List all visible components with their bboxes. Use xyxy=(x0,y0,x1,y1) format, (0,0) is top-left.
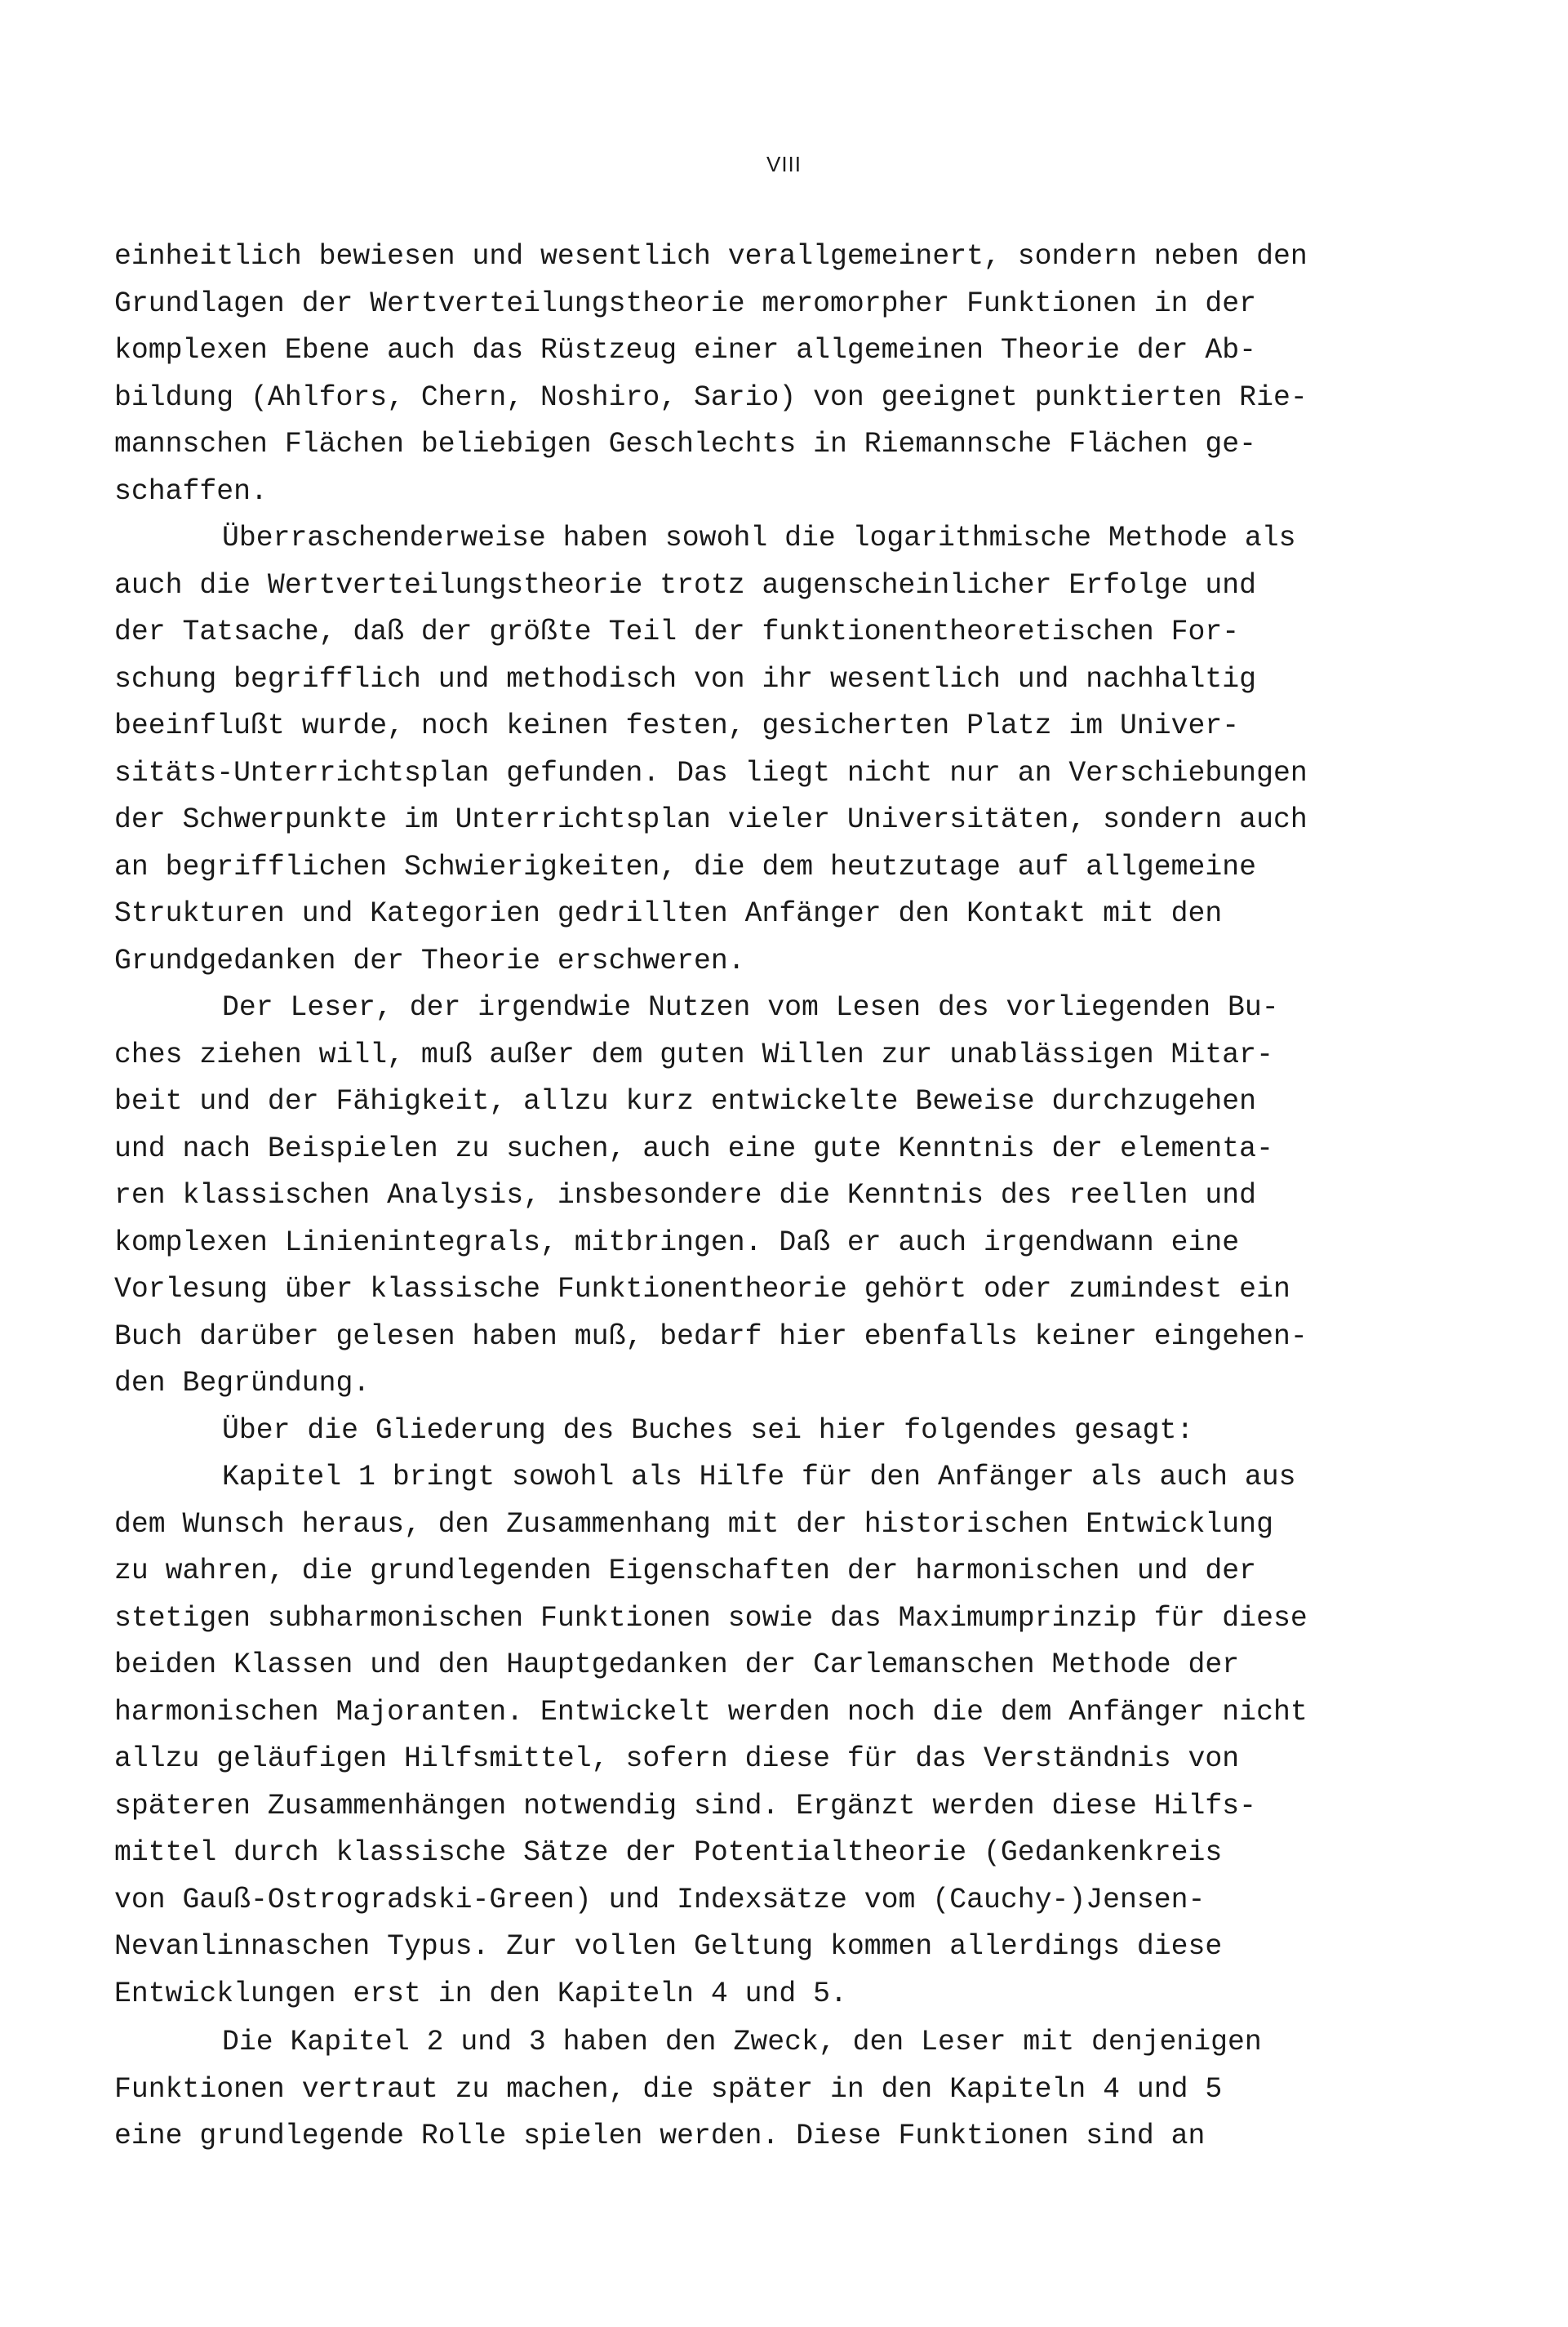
text-line: Entwicklungen erst in den Kapiteln 4 und 5. xyxy=(114,1978,847,2010)
text-line: einheitlich bewiesen und wesentlich verallgemeinert, sondern neben den xyxy=(114,241,1308,273)
paragraph-first-line: Überraschenderweise haben sowohl die logarithmische Methode als xyxy=(222,523,1296,554)
page-number: VIII xyxy=(766,152,802,176)
text-line: späteren Zusammenhängen notwendig sind. Ergänzt werden diese Hilfs- xyxy=(114,1790,1257,1822)
text-line: komplexen Linienintegrals, mitbringen. Daß er auch irgendwann eine xyxy=(114,1226,1240,1259)
text-line: mannschen Flächen beliebigen Geschlechts in Riemannsche Flächen ge- xyxy=(114,429,1257,461)
text-line: harmonischen Majoranten. Entwickelt werden noch die dem Anfänger nicht xyxy=(114,1696,1308,1729)
text-line: stetigen subharmonischen Funktionen sowie das Maximumprinzip für diese xyxy=(114,1602,1308,1635)
text-line: allzu geläufigen Hilfsmittel, sofern diese für das Verständnis von xyxy=(114,1743,1240,1775)
text-line: Vorlesung über klassische Funktionentheorie gehört oder zumindest ein xyxy=(114,1274,1290,1306)
text-line: komplexen Ebene auch das Rüstzeug einer allgemeinen Theorie der Ab- xyxy=(114,335,1257,367)
text-line: Grundgedanken der Theorie erschweren. xyxy=(114,945,745,977)
text-line: mittel durch klassische Sätze der Potentialtheorie (Gedankenkreis xyxy=(114,1837,1223,1869)
text-line: an begrifflichen Schwierigkeiten, die dem heutzutage auf allgemeine xyxy=(114,851,1257,883)
text-line: zu wahren, die grundlegenden Eigenschaften der harmonischen und der xyxy=(114,1555,1257,1587)
text-line: der Tatsache, daß der größte Teil der funktionentheoretischen For- xyxy=(114,616,1240,648)
text-line: schung begrifflich und methodisch von ihr wesentlich und nachhaltig xyxy=(114,663,1257,696)
paragraph-first-line: Über die Gliederung des Buches sei hier folgendes gesagt: xyxy=(222,1414,1194,1447)
text-line: und nach Beispielen zu suchen, auch eine gute Kenntnis der elementa- xyxy=(114,1132,1273,1165)
text-line: ches ziehen will, muß außer dem guten Willen zur unablässigen Mitar- xyxy=(114,1039,1273,1071)
text-line: beeinflußt wurde, noch keinen festen, gesicherten Platz im Univer- xyxy=(114,710,1240,742)
text-line: sitäts-Unterrichtsplan gefunden. Das liegt nicht nur an Verschiebungen xyxy=(114,757,1308,790)
text-line: bildung (Ahlfors, Chern, Noshiro, Sario) von geeignet punktierten Rie- xyxy=(114,381,1308,414)
paragraph-first-line: Der Leser, der irgendwie Nutzen vom Lesen des vorliegenden Bu- xyxy=(222,992,1279,1024)
text-line: Funktionen vertraut zu machen, die später in den Kapiteln 4 und 5 xyxy=(114,2073,1223,2106)
text-line: auch die Wertverteilungstheorie trotz augenscheinlicher Erfolge und xyxy=(114,569,1257,602)
text-line: dem Wunsch heraus, den Zusammenhang mit der historischen Entwicklung xyxy=(114,1508,1273,1541)
paragraph-first-line: Die Kapitel 2 und 3 haben den Zweck, den Leser mit denjenigen xyxy=(222,2027,1262,2058)
text-line: beit und der Fähigkeit, allzu kurz entwickelte Beweise durchzugehen xyxy=(114,1086,1257,1118)
text-line: von Gauß-Ostrogradski-Green) und Indexsätze vom (Cauchy-)Jensen- xyxy=(114,1884,1206,1916)
text-line: eine grundlegende Rolle spielen werden. Diese Funktionen sind an xyxy=(114,2120,1206,2152)
text-line: Grundlagen der Wertverteilungstheorie meromorpher Funktionen in der xyxy=(114,287,1257,320)
paragraph-first-line: Kapitel 1 bringt sowohl als Hilfe für den Anfänger als auch aus xyxy=(222,1462,1296,1493)
text-line: Buch darüber gelesen haben muß, bedarf hier ebenfalls keiner eingehen- xyxy=(114,1320,1308,1353)
text-line: den Begründung. xyxy=(114,1368,371,1399)
text-line: schaffen. xyxy=(114,475,268,508)
text-line: Nevanlinnaschen Typus. Zur vollen Geltung kommen allerdings diese xyxy=(114,1931,1223,1963)
text-line: Strukturen und Kategorien gedrillten Anfänger den Kontakt mit den xyxy=(114,898,1223,930)
text-line: der Schwerpunkte im Unterrichtsplan vieler Universitäten, sondern auch xyxy=(114,804,1308,836)
body-text xyxy=(114,234,1453,2160)
text-line: beiden Klassen und den Hauptgedanken der Carlemanschen Methode der xyxy=(114,1649,1240,1681)
text-line: ren klassischen Analysis, insbesondere die Kenntnis des reellen und xyxy=(114,1180,1257,1212)
